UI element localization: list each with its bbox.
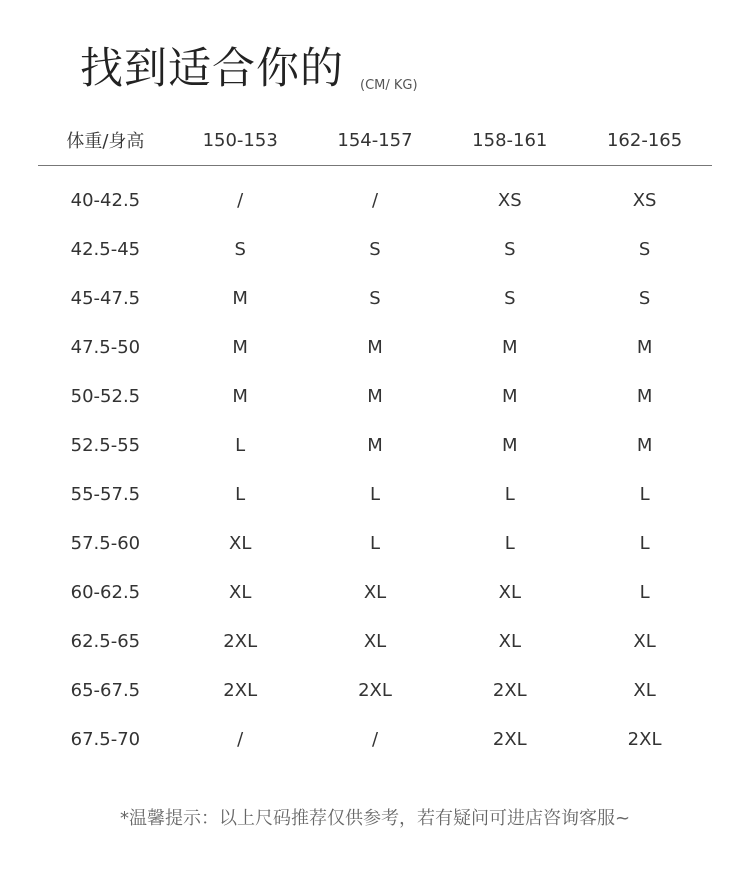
size-cell: M [232,288,248,309]
size-table [38,115,712,764]
size-cell: / [371,190,379,211]
weight-cell: 57.5-60 [70,533,141,554]
size-cell: M [502,435,518,456]
page-title: 找到适合你的 [80,44,344,94]
size-cell: M [502,337,518,358]
size-cell: / [237,729,244,750]
header-cell: 162-165 [606,129,683,151]
size-cell: L [504,533,515,554]
size-cell: S [234,239,246,260]
header-cell: 体重/身高 [66,131,145,152]
size-cell: XL [633,680,656,701]
size-cell: M [367,386,383,407]
tip-note: *温馨提示：以上尺码推荐仅供参考，若有疑问可进店咨询客服~ [119,808,631,829]
table-row [38,323,712,372]
header-cell: 150-153 [202,129,278,151]
size-cell: XS [497,190,522,211]
size-cell: XL [229,533,252,554]
table-row [38,274,712,323]
size-cell: S [638,288,651,309]
size-cell: M [232,337,248,358]
size-cell: S [638,239,651,260]
table-row [38,372,712,421]
table-row [38,715,712,764]
table-row [38,470,712,519]
size-cell: M [636,435,653,456]
size-cell: XL [363,631,387,652]
weight-cell: 55-57.5 [70,484,141,505]
size-cell: 2XL [223,631,258,652]
weight-cell: 50-52.5 [70,386,141,407]
weight-cell: 40-42.5 [70,190,141,211]
size-cell: XL [229,582,252,603]
weight-cell: 47.5-50 [70,337,141,358]
size-cell: XL [498,582,521,603]
size-cell: S [369,239,381,260]
size-cell: L [369,533,380,554]
header-cell: 158-161 [472,129,548,151]
table-row [38,176,712,225]
size-cell: L [639,533,650,554]
size-cell: 2XL [492,680,527,701]
weight-cell: 52.5-55 [70,435,141,456]
table-row [38,225,712,274]
size-cell: / [237,190,244,211]
size-cell: 2XL [358,680,392,701]
table-row [38,617,712,666]
weight-cell: 45-47.5 [70,288,141,309]
size-cell: 2XL [223,680,258,701]
size-cell: M [636,337,653,358]
size-cell: XL [633,631,656,652]
size-cell: L [235,484,246,505]
size-cell: M [367,337,383,358]
size-cell: M [232,386,248,407]
table-body [38,176,712,764]
header-cell: 154-157 [337,129,413,151]
size-cell: L [235,435,246,456]
size-cell: L [639,484,650,505]
size-cell: 2XL [627,729,662,750]
weight-cell: 42.5-45 [70,239,141,260]
weight-cell: 65-67.5 [70,680,141,701]
size-cell: XS [632,190,657,211]
weight-cell: 60-62.5 [70,582,141,603]
size-cell: S [369,288,381,309]
title-row [80,38,418,98]
table-row [38,666,712,715]
size-cell: L [504,484,515,505]
size-cell: L [639,582,650,603]
size-cell: M [367,435,383,456]
size-cell: L [369,484,380,505]
size-cell: S [504,288,516,309]
unit-label: (CM/ KG) [360,78,418,93]
table-row [38,519,712,568]
size-cell: M [502,386,518,407]
table-row [38,568,712,617]
weight-cell: 67.5-70 [70,729,141,750]
table-row [38,421,712,470]
size-cell: M [636,386,653,407]
size-cell: XL [363,582,387,603]
table-header-row [38,115,712,166]
weight-cell: 62.5-65 [70,631,141,652]
size-cell: / [371,729,379,750]
size-cell: S [504,239,516,260]
size-cell: XL [498,631,521,652]
size-cell: 2XL [492,729,527,750]
